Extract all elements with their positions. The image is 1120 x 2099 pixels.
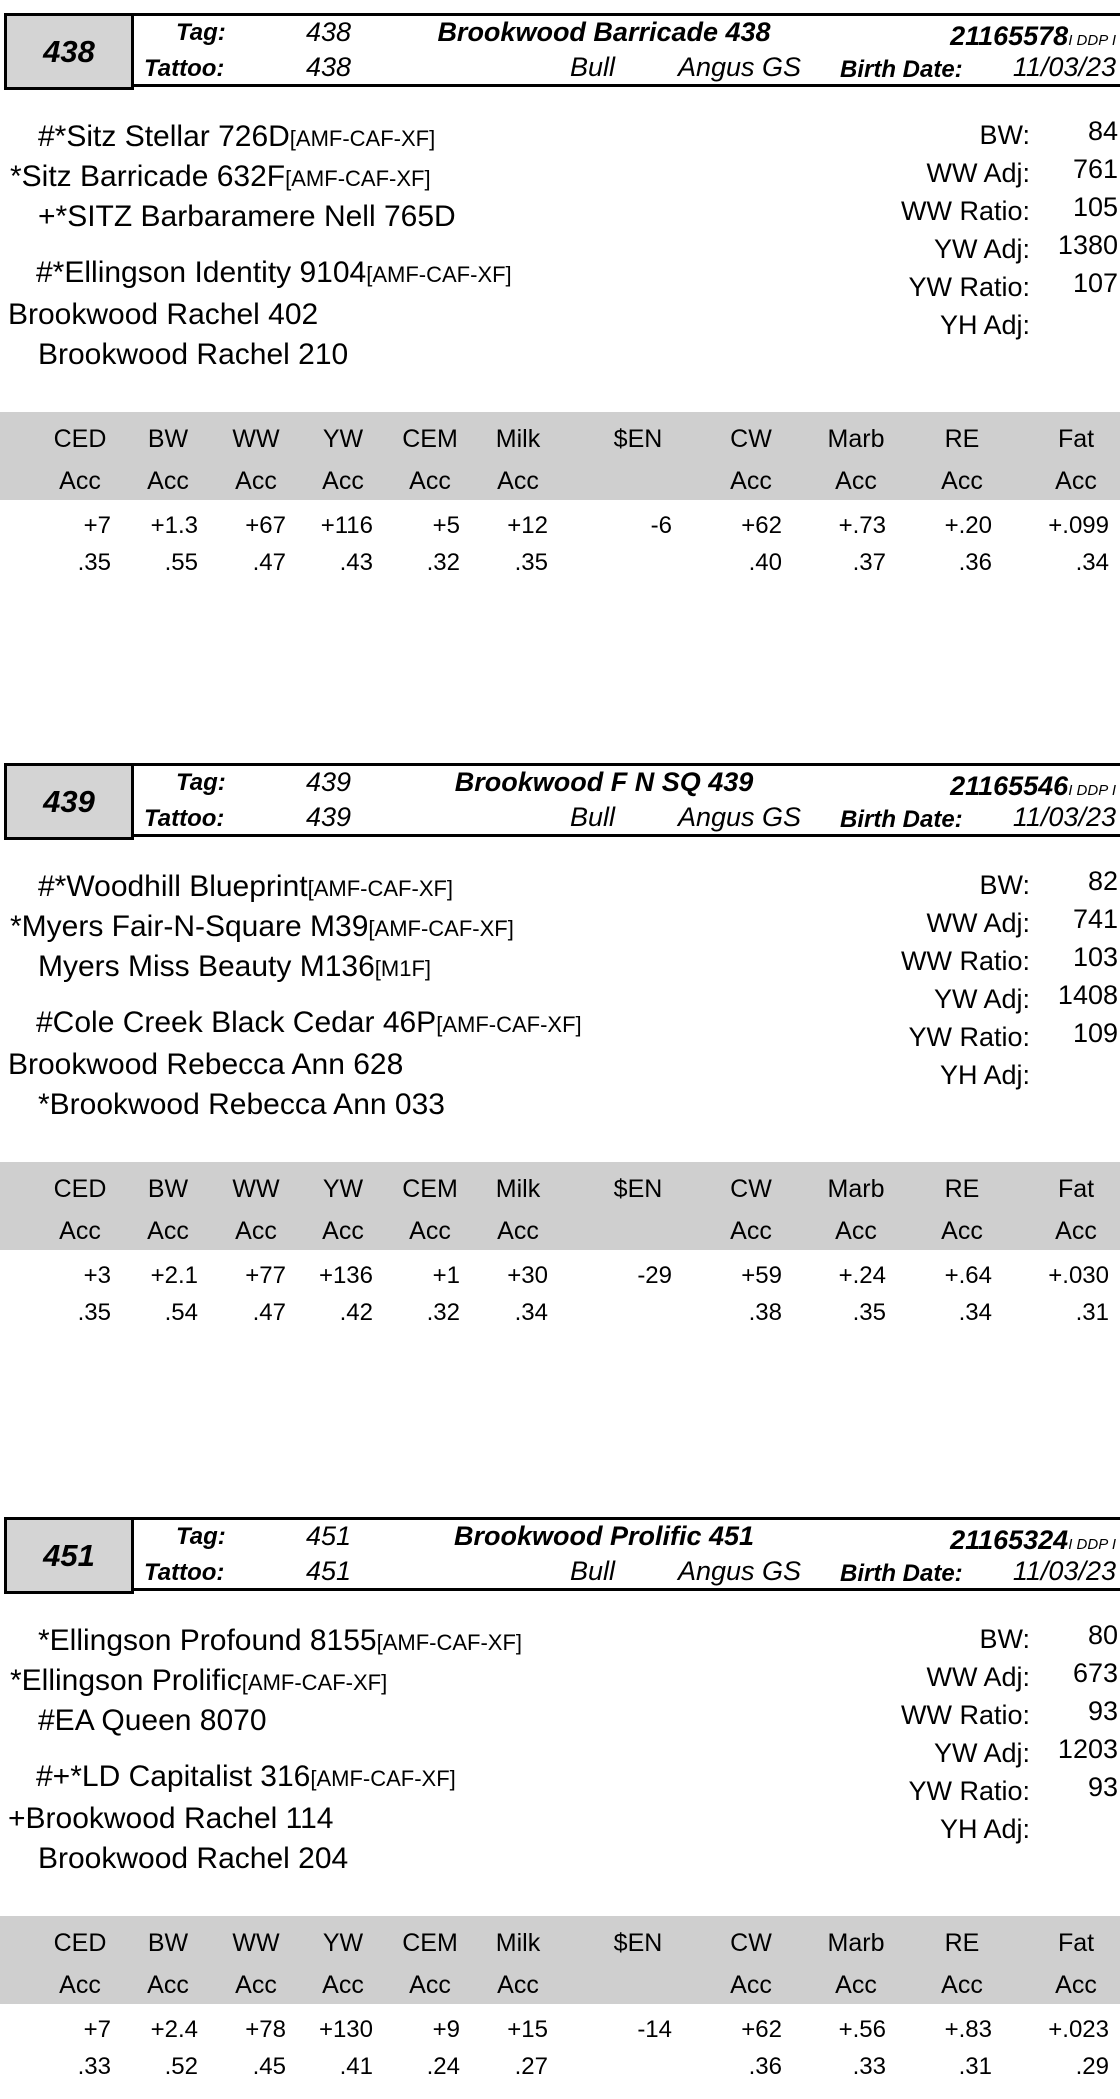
epd-value: +.56 <box>838 2016 886 2043</box>
sire: *Ellingson Prolific[AMF-CAF-XF] <box>10 1664 388 1697</box>
birth-date-label: Birth Date: <box>840 56 963 83</box>
tattoo-value: 451 <box>306 1556 352 1586</box>
epd-value: +1 <box>432 1262 460 1289</box>
acc-column-header: Acc <box>1055 1217 1097 1245</box>
epd-value: +67 <box>245 512 286 539</box>
epd-value: +9 <box>432 2016 460 2043</box>
epd-value: +62 <box>741 2016 782 2043</box>
acc-column-header: Acc <box>730 467 772 495</box>
epd-column-header: RE <box>944 1929 980 1957</box>
epd-column-header: Marb <box>827 1175 885 1203</box>
epd-column-header: YW <box>322 425 364 453</box>
accuracy-value: .35 <box>77 549 111 576</box>
stat-value: 1380 <box>1057 230 1118 260</box>
stat-value: 761 <box>1072 154 1118 184</box>
epd-column-header: BW <box>147 1175 189 1203</box>
breed: Angus GS <box>678 1556 802 1586</box>
acc-column-header: Acc <box>835 1217 877 1245</box>
acc-column-header: Acc <box>59 467 101 495</box>
epd-value: +77 <box>245 1262 286 1289</box>
accuracy-value: .36 <box>958 549 992 576</box>
epd-value: +.030 <box>1048 1262 1109 1289</box>
tattoo-label: Tattoo: <box>144 1559 225 1586</box>
stat-label: YW Ratio: <box>908 272 1030 302</box>
epd-value: +.099 <box>1048 512 1109 539</box>
animal-name: Brookwood Barricade 438 <box>437 17 771 47</box>
sex: Bull <box>570 802 616 832</box>
tattoo-value: 439 <box>306 802 352 832</box>
stat-value: 741 <box>1072 904 1118 934</box>
sire-dam: +*SITZ Barbaramere Nell 765D <box>38 200 456 233</box>
epd-column-header: RE <box>944 425 980 453</box>
tattoo-label: Tattoo: <box>144 55 225 82</box>
stat-value: 109 <box>1072 1018 1118 1048</box>
acc-column-header: Acc <box>235 467 277 495</box>
stat-label: WW Ratio: <box>900 196 1030 226</box>
stat-label: BW: <box>979 1624 1030 1654</box>
epd-value: +116 <box>320 512 373 539</box>
dam: Brookwood Rebecca Ann 628 <box>8 1048 404 1081</box>
epd-column-header: RE <box>944 1175 980 1203</box>
acc-column-header: Acc <box>147 467 189 495</box>
tag-value: 451 <box>306 1521 352 1551</box>
epd-value: +.20 <box>944 512 992 539</box>
epd-value: -29 <box>637 1262 672 1289</box>
stat-value: 673 <box>1072 1658 1118 1688</box>
accuracy-value: .41 <box>339 2053 373 2080</box>
epd-value: +130 <box>318 2016 373 2043</box>
stat-label: YW Adj: <box>933 234 1030 264</box>
epd-column-header: Fat <box>1057 1929 1095 1957</box>
epd-column-header: Fat <box>1057 425 1095 453</box>
animal-name: Brookwood F N SQ 439 <box>454 767 754 797</box>
epd-value: +.83 <box>944 2016 992 2043</box>
acc-column-header: Acc <box>235 1217 277 1245</box>
epd-value: +78 <box>245 2016 286 2043</box>
acc-column-header: Acc <box>497 1217 539 1245</box>
accuracy-value: .40 <box>748 549 782 576</box>
acc-column-header: Acc <box>941 1217 983 1245</box>
accuracy-value: .45 <box>252 2053 286 2080</box>
acc-column-header: Acc <box>835 467 877 495</box>
accuracy-value: .32 <box>426 549 460 576</box>
stat-value: 82 <box>1087 866 1118 896</box>
acc-column-header: Acc <box>322 467 364 495</box>
epd-column-header: $EN <box>613 1175 663 1203</box>
epd-column-header: Marb <box>827 1929 885 1957</box>
epd-column-header: Marb <box>827 425 885 453</box>
sire-dam: Myers Miss Beauty M136[M1F] <box>38 950 432 983</box>
stat-label: YW Ratio: <box>908 1776 1030 1806</box>
epd-column-header: WW <box>232 1929 280 1957</box>
epd-column-header: CW <box>730 425 772 453</box>
acc-column-header: Acc <box>1055 1971 1097 1999</box>
dam: Brookwood Rachel 402 <box>8 298 319 331</box>
epd-value: +7 <box>83 512 111 539</box>
stat-value: 80 <box>1087 1620 1118 1650</box>
acc-column-header: Acc <box>322 1971 364 1999</box>
epd-value: +3 <box>83 1262 111 1289</box>
accuracy-value: .35 <box>514 549 548 576</box>
lot-number: 451 <box>4 1517 134 1594</box>
epd-value: +12 <box>507 512 548 539</box>
dam: +Brookwood Rachel 114 <box>8 1802 334 1835</box>
accuracy-value: .47 <box>252 1299 286 1326</box>
acc-column-header: Acc <box>59 1971 101 1999</box>
breed: Angus GS <box>678 52 802 82</box>
epd-column-header: Milk <box>495 1929 541 1957</box>
lot-entry-438 <box>0 0 1120 590</box>
stat-label: WW Ratio: <box>900 946 1030 976</box>
accuracy-value: .33 <box>852 2053 886 2080</box>
stat-value: 1203 <box>1057 1734 1118 1764</box>
epd-value: +.24 <box>838 1262 886 1289</box>
sire: *Sitz Barricade 632F[AMF-CAF-XF] <box>10 160 431 193</box>
accuracy-value: .27 <box>514 2053 548 2080</box>
stat-value: 103 <box>1072 942 1118 972</box>
acc-column-header: Acc <box>941 1971 983 1999</box>
tag-label: Tag: <box>176 19 226 46</box>
epd-column-header: WW <box>232 425 280 453</box>
epd-column-header: CW <box>730 1929 772 1957</box>
accuracy-value: .31 <box>1075 1299 1109 1326</box>
stat-label: YW Ratio: <box>908 1022 1030 1052</box>
tag-value: 439 <box>306 767 352 797</box>
dam-dam: Brookwood Rachel 204 <box>38 1842 349 1875</box>
accuracy-value: .43 <box>339 549 373 576</box>
sire-dam: #EA Queen 8070 <box>38 1704 267 1737</box>
accuracy-value: .34 <box>514 1299 548 1326</box>
acc-column-header: Acc <box>59 1217 101 1245</box>
epd-column-header: BW <box>147 425 189 453</box>
stat-value: 93 <box>1087 1772 1118 1802</box>
lot-header <box>4 13 1120 87</box>
accuracy-value: .34 <box>958 1299 992 1326</box>
accuracy-value: .29 <box>1075 2053 1109 2080</box>
acc-column-header: Acc <box>1055 467 1097 495</box>
sire: *Myers Fair-N-Square M39[AMF-CAF-XF] <box>10 910 514 943</box>
epd-column-header: CED <box>53 1175 107 1203</box>
lot-header <box>4 1517 1120 1591</box>
acc-column-header: Acc <box>409 467 451 495</box>
dam-sire: #+*LD Capitalist 316[AMF-CAF-XF] <box>36 1760 456 1793</box>
epd-value: +59 <box>741 1262 782 1289</box>
stat-value: 93 <box>1087 1696 1118 1726</box>
dam-sire: #Cole Creek Black Cedar 46P[AMF-CAF-XF] <box>36 1006 582 1039</box>
acc-column-header: Acc <box>497 1971 539 1999</box>
acc-column-header: Acc <box>147 1971 189 1999</box>
epd-column-header: CEM <box>402 425 458 453</box>
epd-column-header: $EN <box>613 1929 663 1957</box>
epd-value: +136 <box>318 1262 373 1289</box>
epd-column-header: CEM <box>402 1175 458 1203</box>
stat-value: 1408 <box>1057 980 1118 1010</box>
acc-column-header: Acc <box>409 1971 451 1999</box>
birth-date-value: 11/03/23 <box>1012 802 1116 832</box>
animal-name: Brookwood Prolific 451 <box>453 1521 755 1551</box>
stat-label: WW Adj: <box>926 908 1030 938</box>
lot-entry-451 <box>0 1504 1120 2094</box>
stat-value: 107 <box>1072 268 1118 298</box>
stat-label: WW Adj: <box>926 1662 1030 1692</box>
dam-sire: #*Ellingson Identity 9104[AMF-CAF-XF] <box>36 256 512 289</box>
stat-label: BW: <box>979 120 1030 150</box>
acc-column-header: Acc <box>941 467 983 495</box>
birth-date-value: 11/03/23 <box>1012 1556 1116 1586</box>
accuracy-value: .37 <box>852 549 886 576</box>
epd-column-header: YW <box>322 1175 364 1203</box>
accuracy-value: .36 <box>748 2053 782 2080</box>
epd-column-header: BW <box>147 1929 189 1957</box>
epd-value: +2.1 <box>150 1262 198 1289</box>
epd-column-header: CEM <box>402 1929 458 1957</box>
sire-sire: *Ellingson Profound 8155[AMF-CAF-XF] <box>38 1624 523 1657</box>
breed: Angus GS <box>678 802 802 832</box>
stat-value: 105 <box>1072 192 1118 222</box>
accuracy-value: .38 <box>748 1299 782 1326</box>
accuracy-value: .47 <box>252 549 286 576</box>
epd-column-header: CW <box>730 1175 772 1203</box>
tag-label: Tag: <box>176 1523 226 1550</box>
accuracy-value: .32 <box>426 1299 460 1326</box>
acc-column-header: Acc <box>730 1971 772 1999</box>
sex: Bull <box>570 1556 616 1586</box>
accuracy-value: .34 <box>1075 549 1109 576</box>
accuracy-value: .55 <box>164 549 198 576</box>
epd-column-header: $EN <box>613 425 663 453</box>
accuracy-value: .24 <box>426 2053 460 2080</box>
epd-value: +30 <box>507 1262 548 1289</box>
accuracy-value: .35 <box>852 1299 886 1326</box>
epd-value: +5 <box>432 512 460 539</box>
tag-value: 438 <box>306 17 352 47</box>
acc-column-header: Acc <box>322 1217 364 1245</box>
stat-label: YH Adj: <box>939 1814 1030 1844</box>
stat-label: YW Adj: <box>933 984 1030 1014</box>
epd-value: +7 <box>83 2016 111 2043</box>
stat-label: YH Adj: <box>939 1060 1030 1090</box>
acc-column-header: Acc <box>835 1971 877 1999</box>
epd-column-header: Fat <box>1057 1175 1095 1203</box>
dam-dam: *Brookwood Rebecca Ann 033 <box>38 1088 445 1121</box>
epd-value: +.64 <box>944 1262 992 1289</box>
tag-label: Tag: <box>176 769 226 796</box>
birth-date-value: 11/03/23 <box>1012 52 1116 82</box>
epd-value: +15 <box>507 2016 548 2043</box>
epd-column-header: CED <box>53 1929 107 1957</box>
lot-number: 438 <box>4 13 134 90</box>
accuracy-value: .35 <box>77 1299 111 1326</box>
acc-column-header: Acc <box>235 1971 277 1999</box>
registration-number: 21165578I DDP I <box>950 21 1116 51</box>
registration-number: 21165324I DDP I <box>950 1525 1116 1555</box>
lot-header <box>4 763 1120 837</box>
epd-value: +2.4 <box>150 2016 198 2043</box>
epd-column-header: WW <box>232 1175 280 1203</box>
stat-label: WW Adj: <box>926 158 1030 188</box>
accuracy-value: .31 <box>958 2053 992 2080</box>
birth-date-label: Birth Date: <box>840 806 963 833</box>
epd-value: +1.3 <box>150 512 198 539</box>
acc-column-header: Acc <box>497 467 539 495</box>
epd-value: -6 <box>650 512 672 539</box>
accuracy-value: .52 <box>164 2053 198 2080</box>
epd-value: +62 <box>741 512 782 539</box>
birth-date-label: Birth Date: <box>840 1560 963 1587</box>
lot-number: 439 <box>4 763 134 840</box>
epd-column-header: Milk <box>495 1175 541 1203</box>
registration-number: 21165546I DDP I <box>950 771 1116 801</box>
stat-label: YH Adj: <box>939 310 1030 340</box>
tattoo-value: 438 <box>306 52 352 82</box>
dam-dam: Brookwood Rachel 210 <box>38 338 349 371</box>
sex: Bull <box>570 52 616 82</box>
tattoo-label: Tattoo: <box>144 805 225 832</box>
acc-column-header: Acc <box>409 1217 451 1245</box>
lot-entry-439 <box>0 750 1120 1340</box>
acc-column-header: Acc <box>730 1217 772 1245</box>
epd-column-header: CED <box>53 425 107 453</box>
sire-sire: #*Woodhill Blueprint[AMF-CAF-XF] <box>38 870 454 903</box>
stat-value: 84 <box>1087 116 1118 146</box>
epd-value: +.023 <box>1048 2016 1109 2043</box>
accuracy-value: .54 <box>164 1299 198 1326</box>
epd-value: -14 <box>637 2016 672 2043</box>
epd-column-header: Milk <box>495 425 541 453</box>
stat-label: WW Ratio: <box>900 1700 1030 1730</box>
sire-sire: #*Sitz Stellar 726D[AMF-CAF-XF] <box>38 120 436 153</box>
acc-column-header: Acc <box>147 1217 189 1245</box>
accuracy-value: .33 <box>77 2053 111 2080</box>
stat-label: BW: <box>979 870 1030 900</box>
stat-label: YW Adj: <box>933 1738 1030 1768</box>
epd-value: +.73 <box>838 512 886 539</box>
accuracy-value: .42 <box>339 1299 373 1326</box>
epd-column-header: YW <box>322 1929 364 1957</box>
